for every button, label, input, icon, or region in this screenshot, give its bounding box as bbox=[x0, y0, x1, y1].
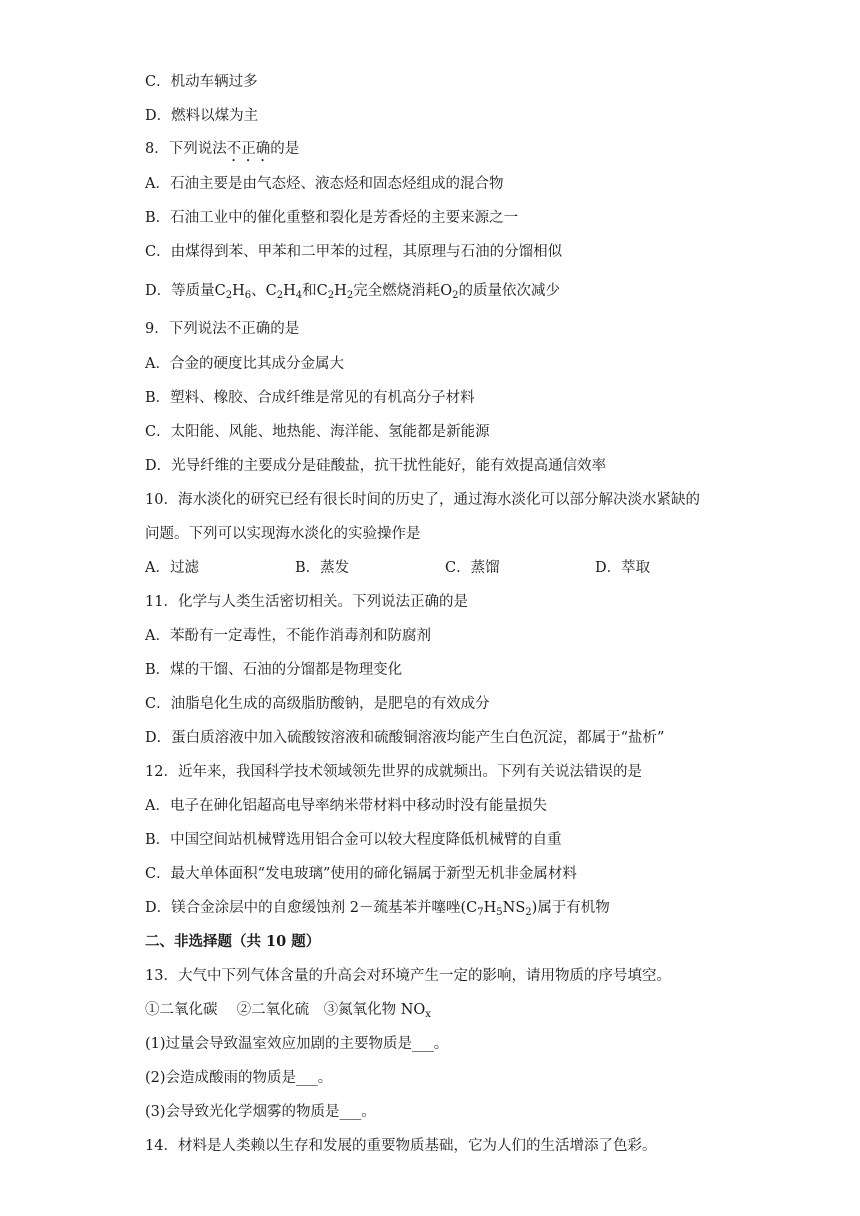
q14-stem: 14．材料是人类赖以生存和发展的重要物质基础，它为人们的生活增添了色彩。 bbox=[145, 1138, 657, 1154]
formula-c7h5ns2: $(C_7H_5NS_2)$ bbox=[460, 900, 538, 918]
q12-d-prefix: D．镁合金涂层中的自愈缓蚀剂 2－巯基苯并噻唑 bbox=[145, 900, 461, 916]
q9-stem: 9．下列说法不正确的是 bbox=[145, 321, 300, 337]
q11-option-d: D．蛋白质溶液中加入硫酸铵溶液和硫酸铜溶液均能产生白色沉淀，都属于“盐析” bbox=[145, 730, 665, 746]
q8-d-mid: 完全燃烧消耗 bbox=[353, 283, 441, 299]
q8-d-suffix: 的质量依次减少 bbox=[458, 283, 560, 299]
q12-stem: 12．近年来，我国科学技术领域领先世界的成就频出。下列有关说法错误的是 bbox=[145, 764, 642, 780]
q8-option-d bbox=[145, 281, 560, 306]
formula-c2h4: $C_2H_4$ bbox=[265, 283, 303, 301]
q7-option-d: D．燃料以煤为主 bbox=[145, 108, 259, 124]
q10-stem-line1: 10．海水淡化的研究已经有很长时间的历史了，通过海水淡化可以部分解决淡水紧缺的 bbox=[145, 492, 700, 508]
q10-option-c: C．蒸馏 bbox=[445, 560, 500, 576]
q8-stem-suffix: 的是 bbox=[270, 141, 300, 157]
q8-d-prefix: D．等质量 bbox=[145, 283, 215, 299]
q11-option-c: C．油脂皂化生成的高级脂肪酸钠，是肥皂的有效成分 bbox=[145, 696, 490, 712]
q12-option-c: C．最大单体面积“发电玻璃”使用的碲化镉属于新型无机非金属材料 bbox=[145, 866, 577, 882]
q11-option-b: B．煤的干馏、石油的分馏都是物理变化 bbox=[145, 662, 403, 678]
formula-o2: $O_2$ bbox=[440, 283, 459, 301]
q8-d-and: 和 bbox=[302, 283, 317, 299]
q12-d-suffix: 属于有机物 bbox=[537, 900, 610, 916]
q9-option-c: C．太阳能、风能、地热能、海洋能、氢能都是新能源 bbox=[145, 424, 490, 440]
q10-option-b: B．蒸发 bbox=[295, 560, 350, 576]
q13-substance-options: ①二氧化碳 ②二氧化硫 ③氮氧化物 $NO_x$ bbox=[145, 1002, 431, 1020]
q12-option-d bbox=[145, 898, 610, 923]
q13-stem: 13．大气中下列气体含量的升高会对环境产生一定的影响，请用物质的序号填空。 bbox=[145, 968, 671, 984]
formula-c2h2: $C_2H_2$ bbox=[316, 283, 354, 301]
q8-stem-prefix: 8．下列说法 bbox=[145, 141, 227, 157]
q12-option-a: A．电子在砷化铝超高电导率纳米带材料中移动时没有能量损失 bbox=[145, 798, 547, 814]
q10-option-d: D．萃取 bbox=[595, 560, 651, 576]
q12-option-b: B．中国空间站机械臂选用铝合金可以较大程度降低机械臂的自重 bbox=[145, 832, 562, 848]
formula-c2h6: $C_2H_6$ bbox=[214, 283, 252, 301]
q11-stem: 11．化学与人类生活密切相关。下列说法正确的是 bbox=[145, 594, 468, 610]
q8-d-sep: 、 bbox=[251, 283, 266, 299]
q13-part-2: (2)会造成酸雨的物质是___。 bbox=[145, 1070, 333, 1086]
q9-option-d: D．光导纤维的主要成分是硅酸盐，抗干扰性能好，能有效提高通信效率 bbox=[145, 458, 607, 474]
q8-option-b: B．石油工业中的催化重整和裂化是芳香烃的主要来源之一 bbox=[145, 210, 519, 226]
q10-option-a: A．过滤 bbox=[145, 560, 199, 576]
q7-option-c: C．机动车辆过多 bbox=[145, 74, 258, 90]
section-heading: 二、非选择题（共 10 题） bbox=[145, 933, 321, 950]
q10-stem-line2: 问题。下列可以实现海水淡化的实验操作是 bbox=[145, 526, 421, 542]
q8-stem-emphasis: 不正确 bbox=[226, 141, 271, 157]
q9-option-a: A．合金的硬度比其成分金属大 bbox=[145, 356, 344, 372]
q9-option-b: B．塑料、橡胶、合成纤维是常见的有机高分子材料 bbox=[145, 390, 475, 406]
q8-option-a: A．石油主要是由气态烃、液态烃和固态烃组成的混合物 bbox=[145, 176, 504, 192]
q11-option-a: A．苯酚有一定毒性，不能作消毒剂和防腐剂 bbox=[145, 628, 431, 644]
q8-stem bbox=[145, 139, 299, 165]
q13-part-1: (1)过量会导致温室效应加剧的主要物质是___。 bbox=[145, 1036, 449, 1052]
q8-option-c: C．由煤得到苯、甲苯和二甲苯的过程，其原理与石油的分馏相似 bbox=[145, 244, 563, 260]
q13-part-3: (3)会导致光化学烟雾的物质是___。 bbox=[145, 1104, 376, 1120]
